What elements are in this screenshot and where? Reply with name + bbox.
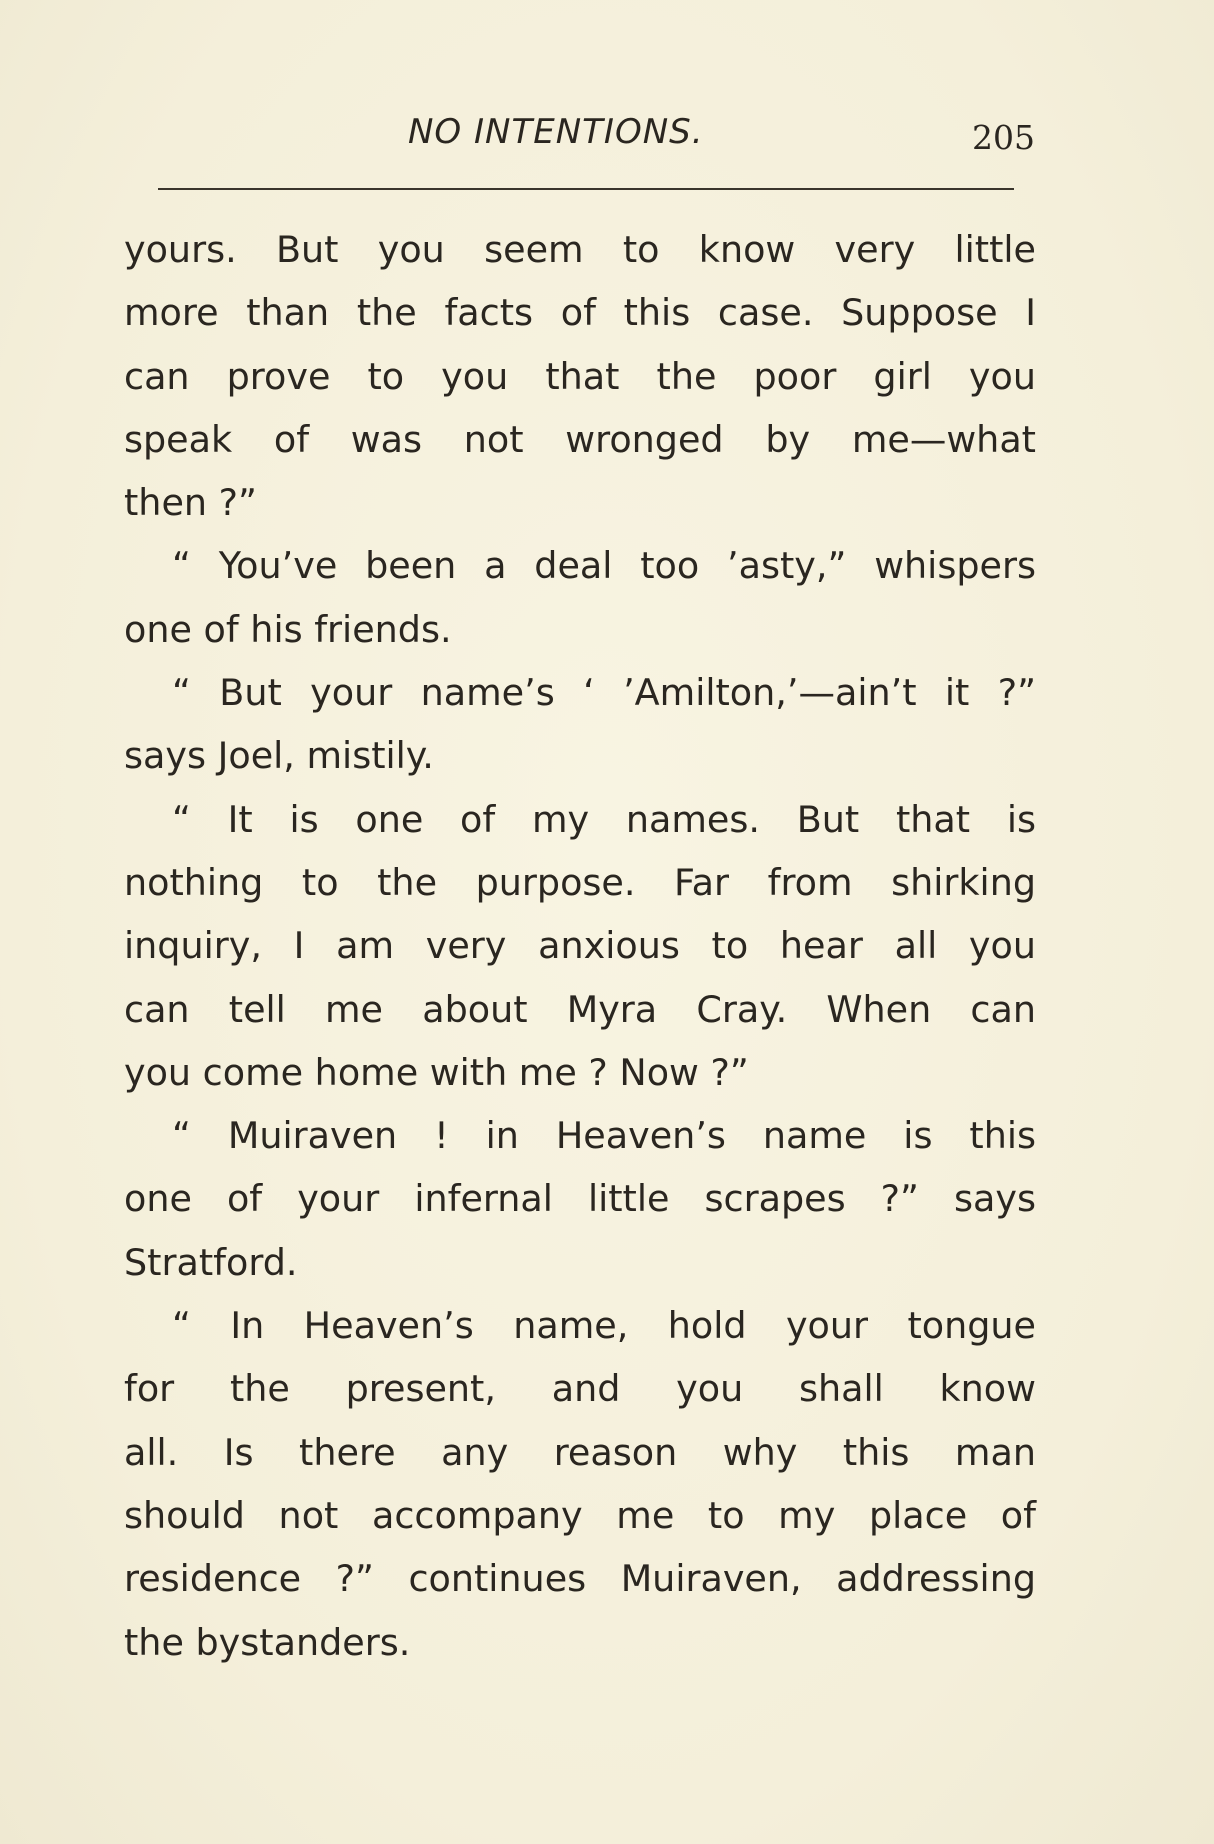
text-line: “ In Heaven’s name, hold your tongue <box>172 1304 1036 1348</box>
text-line: the bystanders. <box>124 1620 411 1664</box>
text-line: nothing to the purpose. Far from shirking <box>124 860 1036 904</box>
text-line: you come home with me ? Now ?” <box>124 1050 749 1094</box>
text-line: can tell me about Myra Cray. When can <box>124 987 1036 1031</box>
text-line: residence ?” continues Muiraven, addressing <box>124 1557 1036 1601</box>
text-line: all. Is there any reason why this man <box>124 1430 1036 1474</box>
text-line: Stratford. <box>124 1240 298 1284</box>
text-line: yours. But you seem to know very little <box>124 228 1036 271</box>
page-number: 205 <box>972 118 1035 157</box>
text-line: “ You’ve been a deal too ’asty,” whispers <box>172 544 1036 588</box>
text-line: says Joel, mistily. <box>124 734 434 778</box>
text-line: can prove to you that the poor girl you <box>124 354 1036 398</box>
text-line: “ But your name’s ‘ ’Amilton,’—ain’t it ?” <box>172 671 1036 715</box>
text-line: “ Muiraven ! in Heaven’s name is this <box>172 1114 1036 1158</box>
text-line: one of your infernal little scrapes ?” says <box>124 1177 1036 1221</box>
body-text <box>124 218 1036 1674</box>
running-title: NO INTENTIONS. <box>408 112 704 152</box>
text-line: more than the facts of this case. Suppose I <box>124 291 1036 335</box>
text-line: should not accompany me to my place of <box>124 1493 1036 1537</box>
text-line: then ?” <box>124 481 257 525</box>
running-head <box>0 112 1214 172</box>
header-rule <box>158 188 1014 190</box>
text-line: inquiry, I am very anxious to hear all you <box>124 924 1036 968</box>
text-line: speak of was not wronged by me—what <box>124 417 1036 461</box>
text-line: for the present, and you shall know <box>124 1367 1036 1411</box>
text-line: “ It is one of my names. But that is <box>172 797 1036 841</box>
text-line: one of his friends. <box>124 607 452 651</box>
